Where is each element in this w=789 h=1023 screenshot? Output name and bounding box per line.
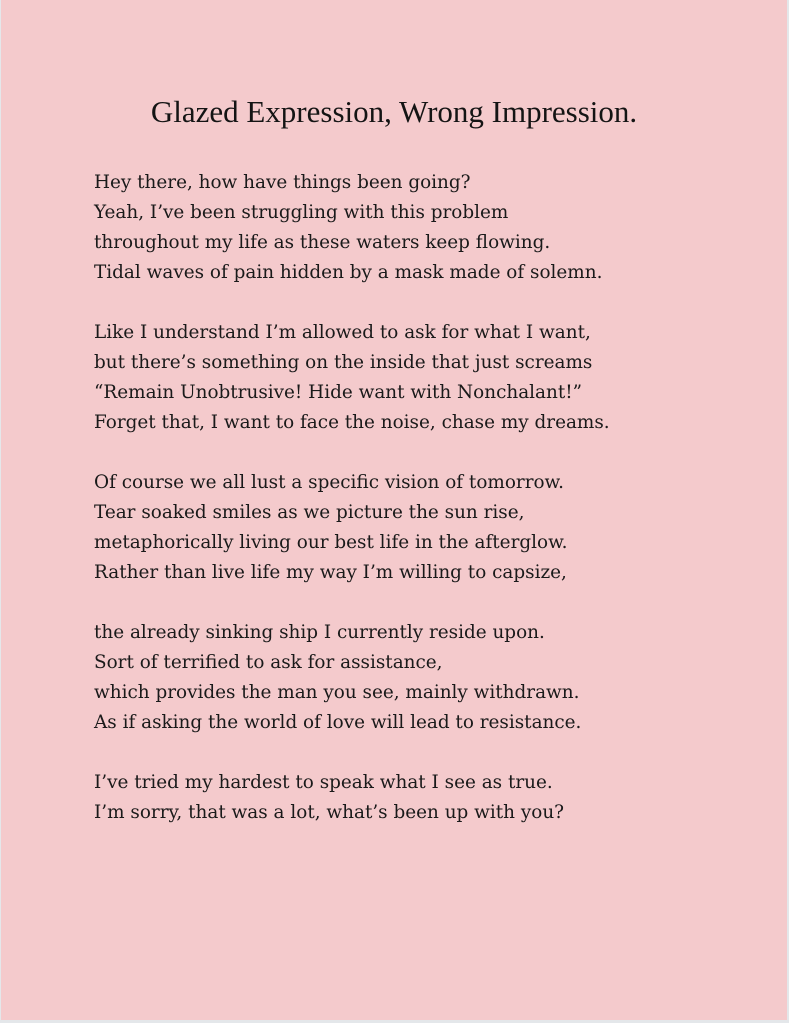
poem-line: Hey there, how have things been going? [94, 172, 471, 193]
stanza [94, 618, 610, 738]
poem-line: throughout my life as these waters keep flowing. [94, 232, 551, 253]
poem-line: but there’s something on the inside that just screams [94, 352, 593, 373]
poem-line: Yeah, I’ve been struggling with this problem [94, 202, 509, 223]
poem-line: which provides the man you see, mainly withdrawn. [94, 682, 580, 703]
poem-line: I’m sorry, that was a lot, what’s been up with you? [94, 802, 565, 823]
poem-line: Sort of terrified to ask for assistance, [94, 652, 443, 673]
poem-line: I’ve tried my hardest to speak what I see as true. [94, 772, 553, 793]
poem-line: “Remain Unobtrusive! Hide want with Nonchalant!” [94, 382, 583, 403]
poem-line: the already sinking ship I currently reside upon. [94, 622, 545, 643]
document-page [1, 0, 787, 1020]
poem-line: Forget that, I want to face the noise, chase my dreams. [94, 412, 610, 433]
stanza [94, 468, 610, 588]
poem-line: Tear soaked smiles as we picture the sun rise, [94, 502, 525, 523]
poem-title: Glazed Expression, Wrong Impression. [150, 94, 638, 129]
stanza [94, 168, 610, 288]
poem-line: metaphorically living our best life in the afterglow. [94, 532, 568, 553]
stanza [94, 768, 610, 828]
poem-line: As if asking the world of love will lead to resistance. [94, 712, 582, 733]
poem-body [94, 168, 610, 858]
poem-line: Rather than live life my way I’m willing to capsize, [94, 562, 567, 583]
poem-line: Of course we all lust a specific vision of tomorrow. [94, 472, 564, 493]
poem-line: Tidal waves of pain hidden by a mask made of solemn. [94, 262, 603, 283]
stanza [94, 318, 610, 438]
poem-line: Like I understand I’m allowed to ask for what I want, [94, 322, 591, 343]
